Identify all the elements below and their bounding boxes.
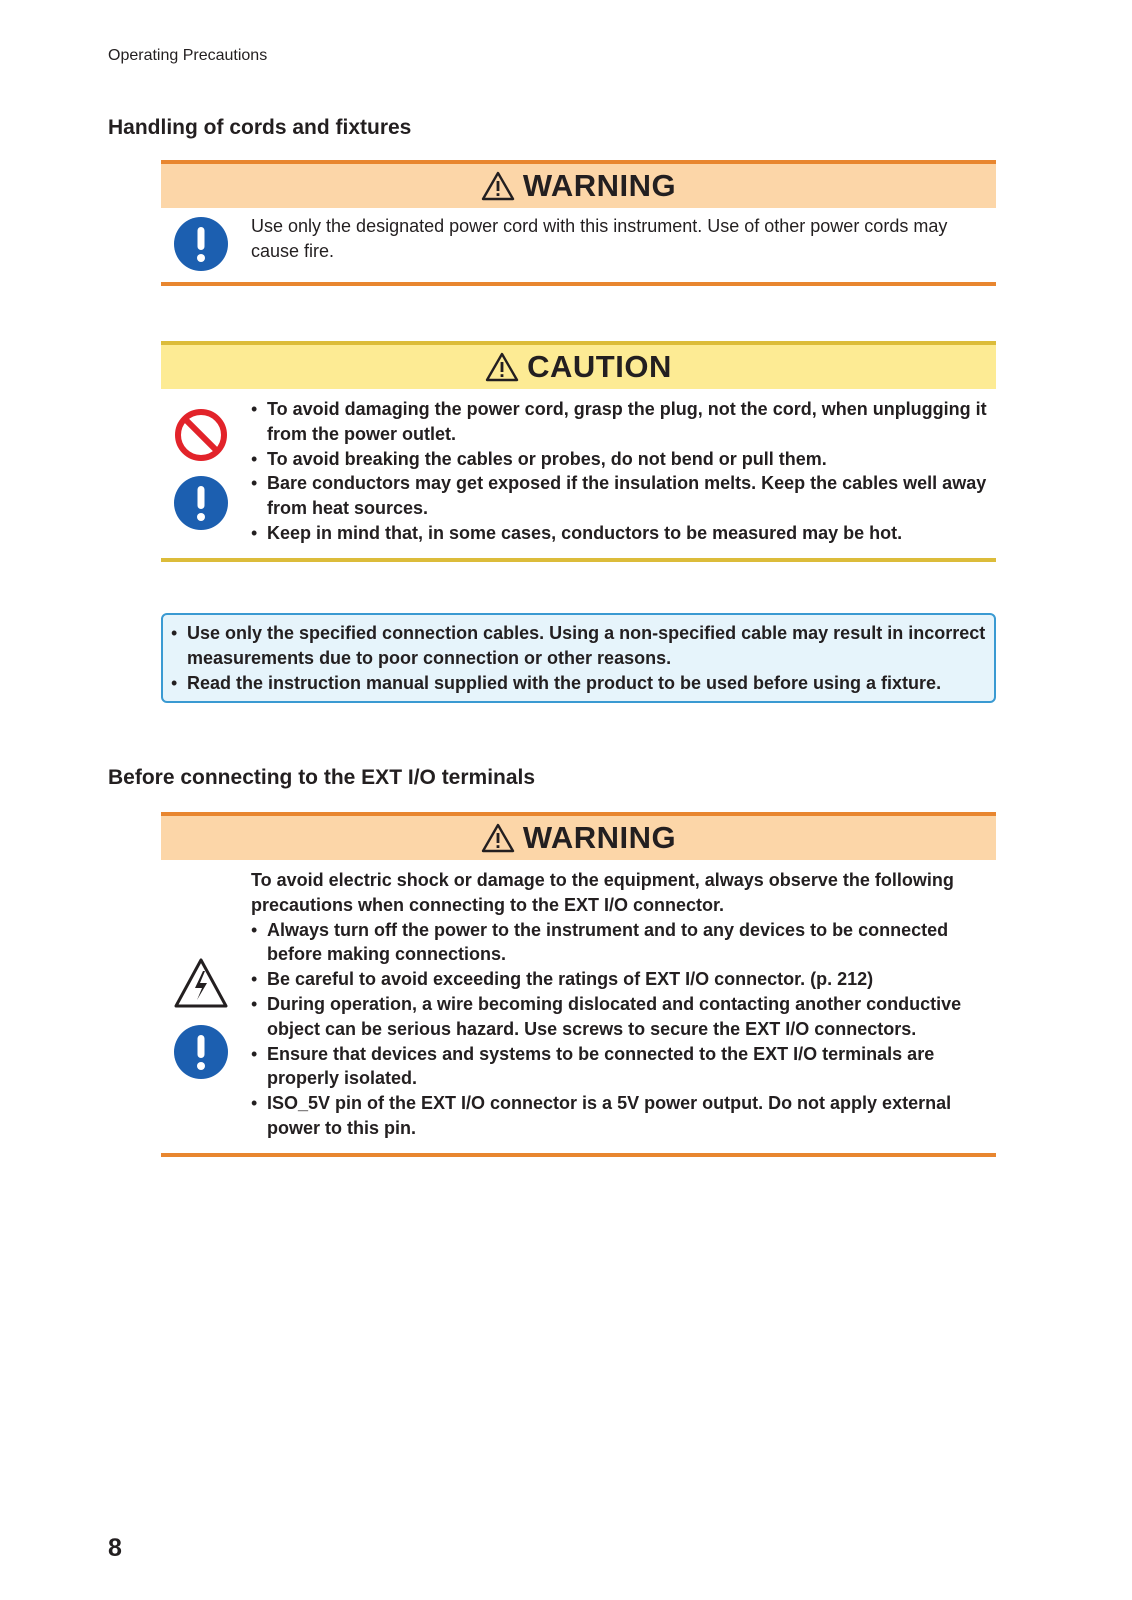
list-item: • Always turn off the power to the instrument and to any devices to be connected before making connections. bbox=[251, 918, 988, 968]
list-item: • Ensure that devices and systems to be connected to the EXT I/O terminals are properly isolated. bbox=[251, 1042, 988, 1092]
warning-triangle-icon bbox=[481, 171, 515, 201]
electric-shock-icon bbox=[173, 956, 229, 1012]
list-item: • To avoid damaging the power cord, grasp the plug, not the cord, when unplugging it from the power outlet. bbox=[251, 397, 988, 447]
warning-list bbox=[251, 918, 988, 1141]
section-title-cords: Handling of cords and fixtures bbox=[108, 116, 412, 139]
mandatory-action-icon bbox=[173, 1024, 229, 1080]
warning-intro: To avoid electric shock or damage to the equipment, always observe the following precautions when connecting to the EXT I/O connector. bbox=[251, 870, 954, 915]
running-header: Operating Precautions bbox=[108, 47, 268, 64]
caution-heading-label: CAUTION bbox=[527, 349, 672, 384]
warning-text: Use only the designated power cord with this instrument. Use of other power cords may cause fire. bbox=[251, 216, 948, 261]
warning-triangle-icon bbox=[481, 823, 515, 853]
caution-box-cables bbox=[161, 341, 996, 562]
warning-heading-label: WARNING bbox=[522, 168, 677, 203]
warning-heading bbox=[161, 812, 996, 860]
list-item: • Bare conductors may get exposed if the insulation melts. Keep the cables well away from heat sources. bbox=[251, 471, 988, 521]
list-item: • Be careful to avoid exceeding the ratings of EXT I/O connector. (p. 212) bbox=[251, 967, 988, 992]
warning-triangle-icon bbox=[485, 352, 519, 382]
section-title-ext-io: Before connecting to the EXT I/O terminals bbox=[108, 766, 536, 789]
list-item: • Keep in mind that, in some cases, conductors to be measured may be hot. bbox=[251, 521, 988, 546]
caution-heading bbox=[161, 341, 996, 389]
list-item: • During operation, a wire becoming dislocated and contacting another conductive object can be serious hazard. Use screws to secure the EXT I/O connectors. bbox=[251, 992, 988, 1042]
warning-heading bbox=[161, 160, 996, 208]
prohibition-icon bbox=[173, 407, 229, 463]
list-item: • Use only the specified connection cables. Using a non-specified cable may result in incorrect measurements due to poor connection or other reasons. bbox=[171, 621, 986, 671]
warning-box-ext-io bbox=[161, 812, 996, 1157]
note-list bbox=[171, 621, 986, 695]
note-box-cables bbox=[161, 613, 996, 703]
warning-heading-label: WARNING bbox=[522, 820, 677, 855]
mandatory-action-icon bbox=[173, 475, 229, 531]
mandatory-action-icon bbox=[173, 216, 229, 272]
list-item: • To avoid breaking the cables or probes, do not bend or pull them. bbox=[251, 447, 988, 472]
caution-list bbox=[251, 397, 988, 546]
page-number: 8 bbox=[108, 1534, 122, 1562]
list-item: • Read the instruction manual supplied with the product to be used before using a fixture. bbox=[171, 671, 986, 696]
warning-box-power-cord bbox=[161, 160, 996, 286]
list-item: • ISO_5V pin of the EXT I/O connector is a 5V power output. Do not apply external power to this pin. bbox=[251, 1091, 988, 1141]
